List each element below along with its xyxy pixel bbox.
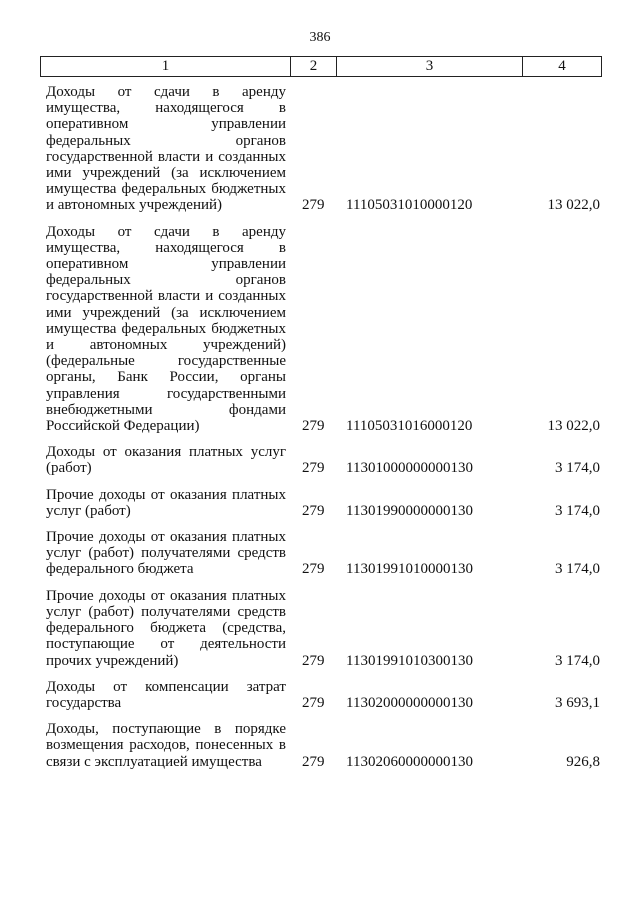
header-col-1: 1 — [41, 57, 291, 76]
row-kbk-code: 11105031016000120 — [346, 418, 473, 435]
row-kbk-code: 11105031010000120 — [346, 197, 473, 214]
row-name: Доходы от компенсации затрат государства — [46, 678, 286, 711]
row-name: Доходы от сдачи в аренду имущества, находящегося в оперативном управлении федеральных органов государственной власти и созданных ими учреждений (за исключением имущества федеральных бюджетных и автономных учреждений) — [46, 84, 286, 214]
row-amount: 926,8 — [566, 753, 600, 770]
page-number: 386 — [309, 30, 331, 45]
header-col-3: 3 — [337, 57, 523, 76]
row-admin-code: 279 — [302, 502, 325, 519]
header-col-4: 4 — [558, 58, 566, 74]
row-admin-code: 279 — [302, 652, 325, 669]
row-amount: 3 693,1 — [555, 694, 600, 711]
row-admin-code: 279 — [302, 418, 325, 435]
row-kbk-code: 11301991010300130 — [346, 652, 473, 669]
table-row — [46, 487, 606, 519]
row-kbk-code: 11301991010000130 — [346, 561, 473, 578]
table-row — [46, 444, 606, 476]
table-row — [46, 529, 606, 578]
row-name: Прочие доходы от оказания платных услуг (работ) получателями средств федерального бюджета (средства, поступающие от деятельности прочих учреждений) — [46, 587, 286, 669]
row-amount: 3 174,0 — [555, 502, 600, 519]
table-row — [46, 721, 606, 770]
row-admin-code: 279 — [302, 460, 325, 477]
row-admin-code: 279 — [302, 561, 325, 578]
table-header — [40, 56, 602, 77]
row-amount: 13 022,0 — [547, 418, 600, 435]
row-amount: 3 174,0 — [555, 561, 600, 578]
row-name: Доходы от сдачи в аренду имущества, находящегося в оперативном управлении федеральных органов государственной власти и созданных ими учреждений (за исключением имущества федеральных бюджетных и автономных учреждений) (федеральные государственные органы, Банк России, органы управления государственными внебюджетными фондами Российской Федерации) — [46, 223, 286, 435]
table-row — [46, 679, 606, 711]
table-row — [46, 84, 606, 214]
row-amount: 3 174,0 — [555, 652, 600, 669]
table-row — [46, 224, 606, 435]
table-row — [46, 588, 606, 669]
row-kbk-code: 11301990000000130 — [346, 502, 473, 519]
row-kbk-code: 11302000000000130 — [346, 694, 473, 711]
row-kbk-code: 11302060000000130 — [346, 753, 473, 770]
row-name: Доходы от оказания платных услуг (работ) — [46, 444, 286, 477]
row-amount: 3 174,0 — [555, 460, 600, 477]
row-name: Прочие доходы от оказания платных услуг (работ) получателями средств федерального бюджета — [46, 529, 286, 578]
row-admin-code: 279 — [302, 753, 325, 770]
row-amount: 13 022,0 — [547, 197, 600, 214]
row-name: Прочие доходы от оказания платных услуг (работ) — [46, 486, 286, 519]
row-admin-code: 279 — [302, 694, 325, 711]
row-name: Доходы, поступающие в порядке возмещения расходов, понесенных в связи с эксплуатацией имущества — [46, 721, 286, 770]
table-body — [46, 84, 606, 780]
header-col-2: 2 — [291, 57, 337, 76]
row-admin-code: 279 — [302, 197, 325, 214]
row-kbk-code: 11301000000000130 — [346, 460, 473, 477]
